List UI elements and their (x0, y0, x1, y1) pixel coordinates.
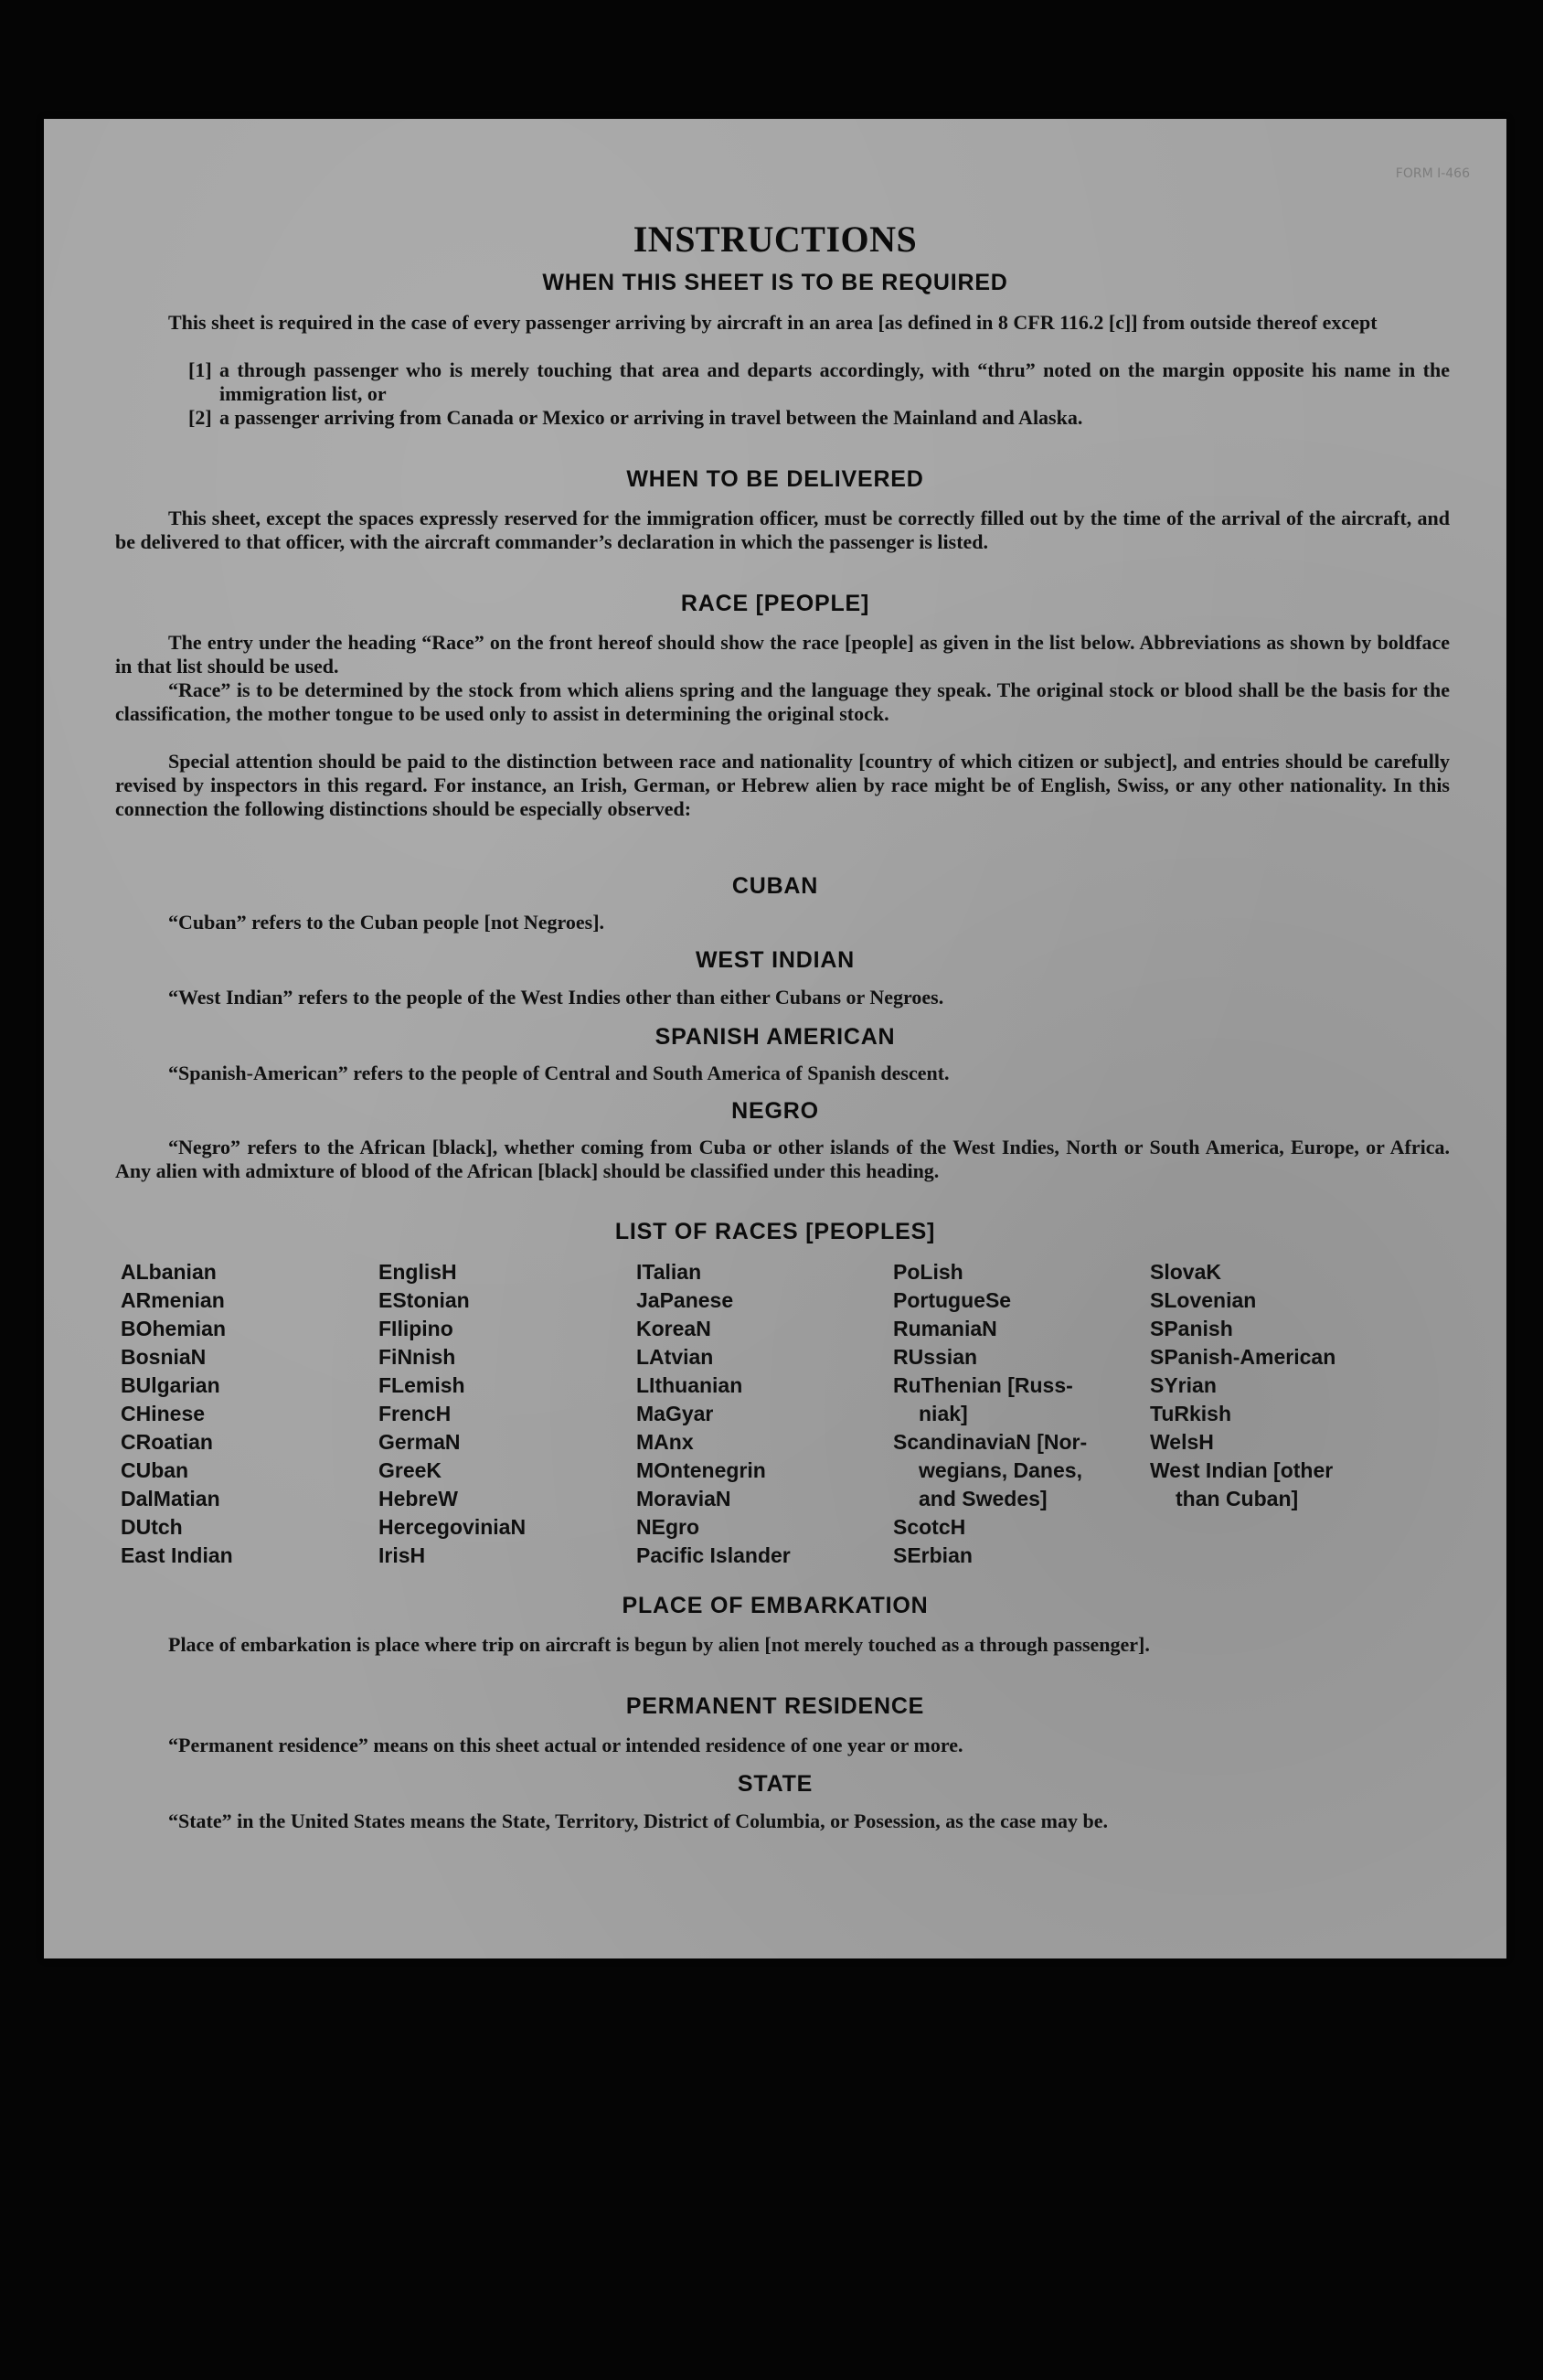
race-entry: CHinese (121, 1402, 206, 1425)
race-entry: ScotcH (893, 1515, 966, 1539)
races-column-4 (893, 1258, 1087, 1570)
race-entry: ALbanian (121, 1260, 217, 1284)
item-1-number: [1] (188, 358, 212, 381)
race-entry: GermaN (378, 1430, 461, 1454)
races-column-3 (636, 1258, 791, 1570)
race-entry: CUban (121, 1458, 189, 1482)
heading-negro: NEGRO (731, 1098, 819, 1124)
embarkation-text: Place of embarkation is place where trip on aircraft is begun by alien [not merely touched as a through passenger]. (168, 1633, 1150, 1656)
race-entry: MAnx (636, 1430, 694, 1454)
race-entry: HercegoviniaN (378, 1515, 527, 1539)
races-column-2 (378, 1258, 526, 1570)
race-entry: PortugueSe (893, 1288, 1012, 1312)
race-entry: niak] (919, 1402, 968, 1425)
heading-when-delivered: WHEN TO BE DELIVERED (626, 466, 924, 492)
race-entry: wegians, Danes, (919, 1458, 1082, 1482)
race-entry: FrencH (378, 1402, 452, 1425)
when-required-item-2 (188, 406, 1450, 430)
race-entry: KoreaN (636, 1317, 711, 1340)
item-2-text: a passenger arriving from Canada or Mexico or arriving in travel between the Mainland and Alaska. (219, 406, 1083, 429)
instruction-sheet (44, 119, 1506, 1958)
residence-text: “Permanent residence” means on this sheet actual or intended residence of one year or more. (168, 1734, 963, 1756)
race-entry: West Indian [other (1150, 1458, 1334, 1482)
when-required-intro: This sheet is required in the case of every passenger arriving by aircraft in an area [as defined in 8 CFR 116.2 [c]] from outside thereof except (168, 311, 1378, 334)
race-entry: SPanish-American (1150, 1345, 1336, 1369)
race-entry: DUtch (121, 1515, 183, 1539)
race-entry: CRoatian (121, 1430, 213, 1454)
race-paragraph-3: Special attention should be paid to the distinction between race and nationality [country of which citizen or subject], and entries should be carefully revised by inspectors in this regard. For instance, an Irish, German, or Hebrew alien by race might be of English, Swiss, or any other nationality. In this connection the following distinctions should be especially observed: (115, 750, 1450, 820)
race-entry: SPanish (1150, 1317, 1233, 1340)
when-delivered-text: This sheet, except the spaces expressly reserved for the immigration officer, must be correctly filled out by the time of the arrival of the aircraft, and be delivered to that officer, with the aircraft commander’s declaration in which the passenger is listed. (115, 507, 1450, 553)
race-entry: BOhemian (121, 1317, 227, 1340)
heading-cuban: CUBAN (731, 873, 819, 899)
heading-state: STATE (737, 1771, 814, 1797)
race-entry: SErbian (893, 1543, 973, 1567)
race-entry: BUlgarian (121, 1373, 220, 1397)
race-entry: LIthuanian (636, 1373, 743, 1397)
race-entry: FIlipino (378, 1317, 453, 1340)
race-entry: RumaniaN (893, 1317, 997, 1340)
race-entry: IrisH (378, 1543, 426, 1567)
race-entry: NEgro (636, 1515, 699, 1539)
race-paragraph-1: The entry under the heading “Race” on the front hereof should show the race [people] as given in the list below. Abbreviations as shown by boldface in that list should be used. (115, 631, 1450, 678)
west-indian-text: “West Indian” refers to the people of the West Indies other than either Cubans or Negroes. (168, 986, 944, 1009)
heading-race: RACE [PEOPLE] (680, 591, 870, 616)
race-entry: than Cuban] (1176, 1487, 1299, 1510)
heading-list-of-races: LIST OF RACES [PEOPLES] (614, 1219, 936, 1244)
race-entry: RuThenian [Russ- (893, 1373, 1073, 1397)
race-entry: EnglisH (378, 1260, 457, 1284)
race-entry: SYrian (1150, 1373, 1217, 1397)
state-text: “State” in the United States means the State, Territory, District of Columbia, or Posession, as the case may be. (168, 1809, 1109, 1832)
race-entry: and Swedes] (919, 1487, 1048, 1510)
cuban-text: “Cuban” refers to the Cuban people [not Negroes]. (168, 911, 605, 934)
race-entry: East Indian (121, 1543, 233, 1567)
race-entry: HebreW (378, 1487, 458, 1510)
heading-place-of-embarkation: PLACE OF EMBARKATION (622, 1593, 929, 1618)
race-entry: MaGyar (636, 1402, 714, 1425)
when-required-item-1 (188, 358, 1450, 406)
race-entry: RUssian (893, 1345, 978, 1369)
race-entry: BosniaN (121, 1345, 207, 1369)
form-number: FORM I-466 (1395, 166, 1470, 181)
race-entry: Pacific Islander (636, 1543, 791, 1567)
race-paragraph-2: “Race” is to be determined by the stock from which aliens spring and the language they speak. The original stock or blood shall be the basis for the classification, the mother tongue to be used only to assist in determining the original stock. (115, 678, 1450, 725)
race-entry: TuRkish (1150, 1402, 1232, 1425)
races-column-1 (121, 1258, 233, 1570)
heading-west-indian: WEST INDIAN (695, 947, 856, 973)
item-2-number: [2] (188, 406, 212, 429)
race-entry: ITalian (636, 1260, 702, 1284)
race-entry: FLemish (378, 1373, 465, 1397)
race-entry: ScandinaviaN [Nor- (893, 1430, 1088, 1454)
heading-when-required: WHEN THIS SHEET IS TO BE REQUIRED (542, 270, 1008, 295)
heading-permanent-residence: PERMANENT RESIDENCE (625, 1693, 925, 1719)
race-entry: PoLish (893, 1260, 963, 1284)
spanish-american-text: “Spanish-American” refers to the people of Central and South America of Spanish descent. (168, 1062, 950, 1084)
race-entry: SlovaK (1150, 1260, 1221, 1284)
race-entry: MoraviaN (636, 1487, 731, 1510)
negro-text: “Negro” refers to the African [black], whether coming from Cuba or other islands of the West Indies, North or South America, Europe, or Africa. Any alien with admixture of blood of the African [black] should be classified under this heading. (115, 1136, 1450, 1182)
race-entry: GreeK (378, 1458, 442, 1482)
race-entry: JaPanese (636, 1288, 734, 1312)
page-title: INSTRUCTIONS (633, 219, 918, 260)
race-entry: MOntenegrin (636, 1458, 766, 1482)
race-entry: DalMatian (121, 1487, 220, 1510)
race-entry: EStonian (378, 1288, 470, 1312)
item-1-text: a through passenger who is merely touching that area and departs accordingly, with “thru” noted on the margin opposite his name in the immigration list, or (219, 358, 1450, 405)
race-entry: FiNnish (378, 1345, 456, 1369)
race-entry: LAtvian (636, 1345, 714, 1369)
race-entry: ARmenian (121, 1288, 225, 1312)
heading-spanish-american: SPANISH AMERICAN (654, 1024, 896, 1050)
race-entry: SLovenian (1150, 1288, 1257, 1312)
race-entry: WelsH (1150, 1430, 1214, 1454)
races-column-5 (1150, 1258, 1335, 1513)
